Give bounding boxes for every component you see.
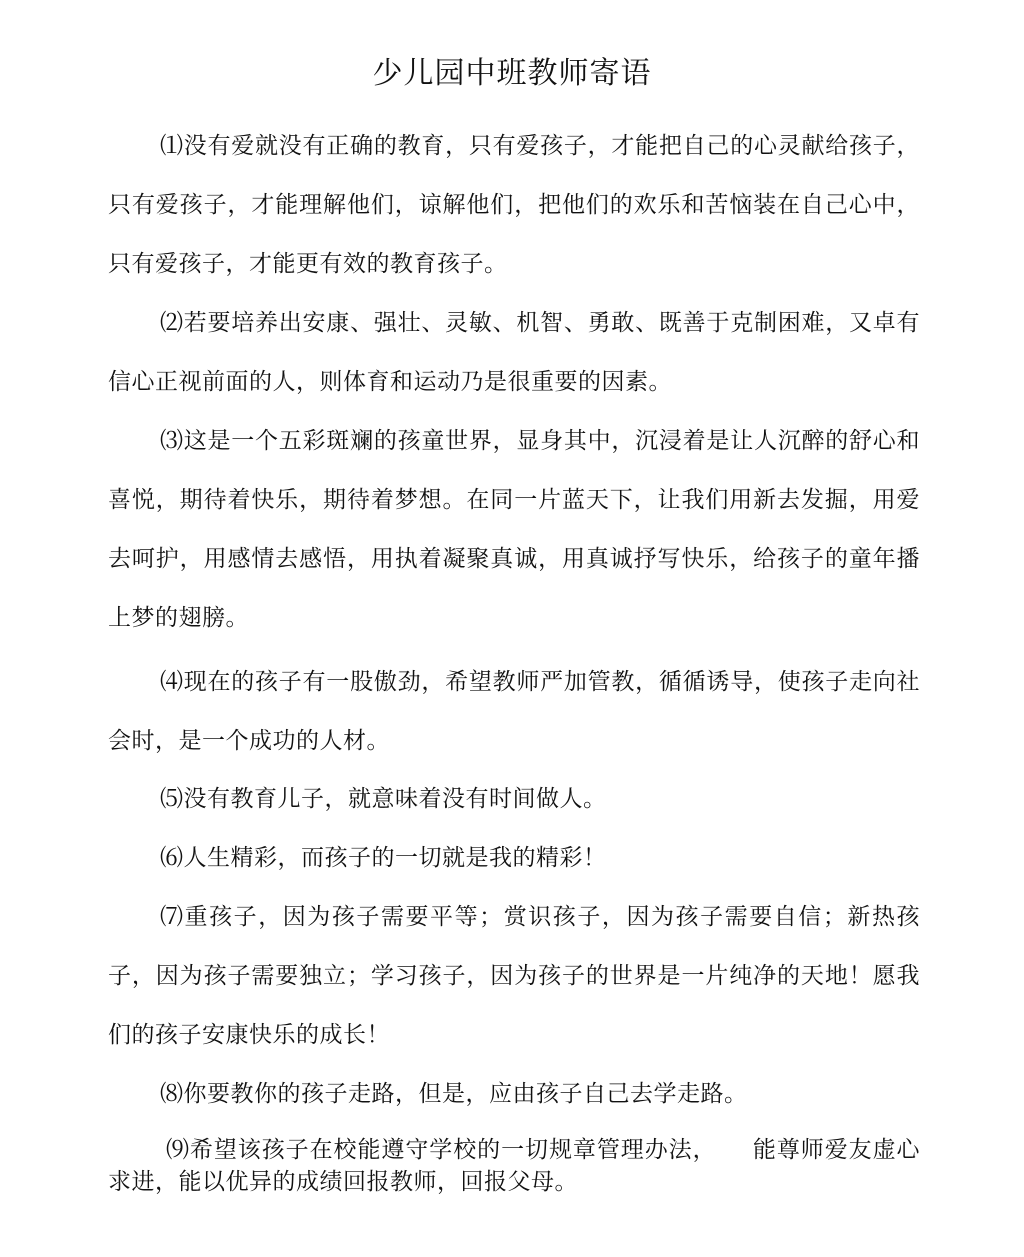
paragraph-3: ⑶这是一个五彩斑斓的孩童世界，显身其中，沉浸着是让人沉醉的舒心和喜悦，期待着快乐，期待着梦想。在同一片蓝天下，让我们用新去发掘，用爱去呵护，用感情去感悟，用执着凝聚真诚，用真诚抒写快乐，给孩子的童年播上梦的翅膀。 bbox=[108, 428, 920, 631]
paragraph-8: ⑻你要教你的孩子走路，但是，应由孩子自己去学走路。 bbox=[160, 1081, 748, 1107]
paragraph-1: ⑴没有爱就没有正确的教育，只有爱孩子，才能把自己的心灵献给孩子，只有爱孩子，才能理解他们，谅解他们，把他们的欢乐和苦恼装在自己心中，只有爱孩子，才能更有效的教育孩子。 bbox=[108, 133, 920, 277]
paragraph-2: ⑵若要培养出安康、强壮、灵敏、机智、勇敢、既善于克制困难，又卓有信心正视前面的人，则体育和运动乃是很重要的因素。 bbox=[108, 310, 920, 395]
paragraph-4: ⑷现在的孩子有一股傲劲，希望教师严加管教，循循诱导，使孩子走向社会时，是一个成功的人材。 bbox=[108, 669, 920, 754]
paragraph-6: ⑹人生精彩，而孩子的一切就是我的精彩！ bbox=[160, 845, 607, 871]
paragraph-9: ⑼希望该孩子在校能遵守学校的一切规章管理办法， 能尊师爱友虚心求进，能以优异的成绩回报教师，回报父母。 bbox=[108, 1137, 920, 1195]
paragraph-7: ⑺重孩子，因为孩子需要平等；赏识孩子，因为孩子需要自信；新热孩子，因为孩子需要独立；学习孩子，因为孩子的世界是一片纯净的天地！愿我们的孩子安康快乐的成长！ bbox=[108, 904, 920, 1048]
paragraph-5: ⑸没有教育儿子，就意味着没有时间做人。 bbox=[160, 786, 607, 812]
document-title: 少儿园中班教师寄语 bbox=[372, 56, 652, 91]
